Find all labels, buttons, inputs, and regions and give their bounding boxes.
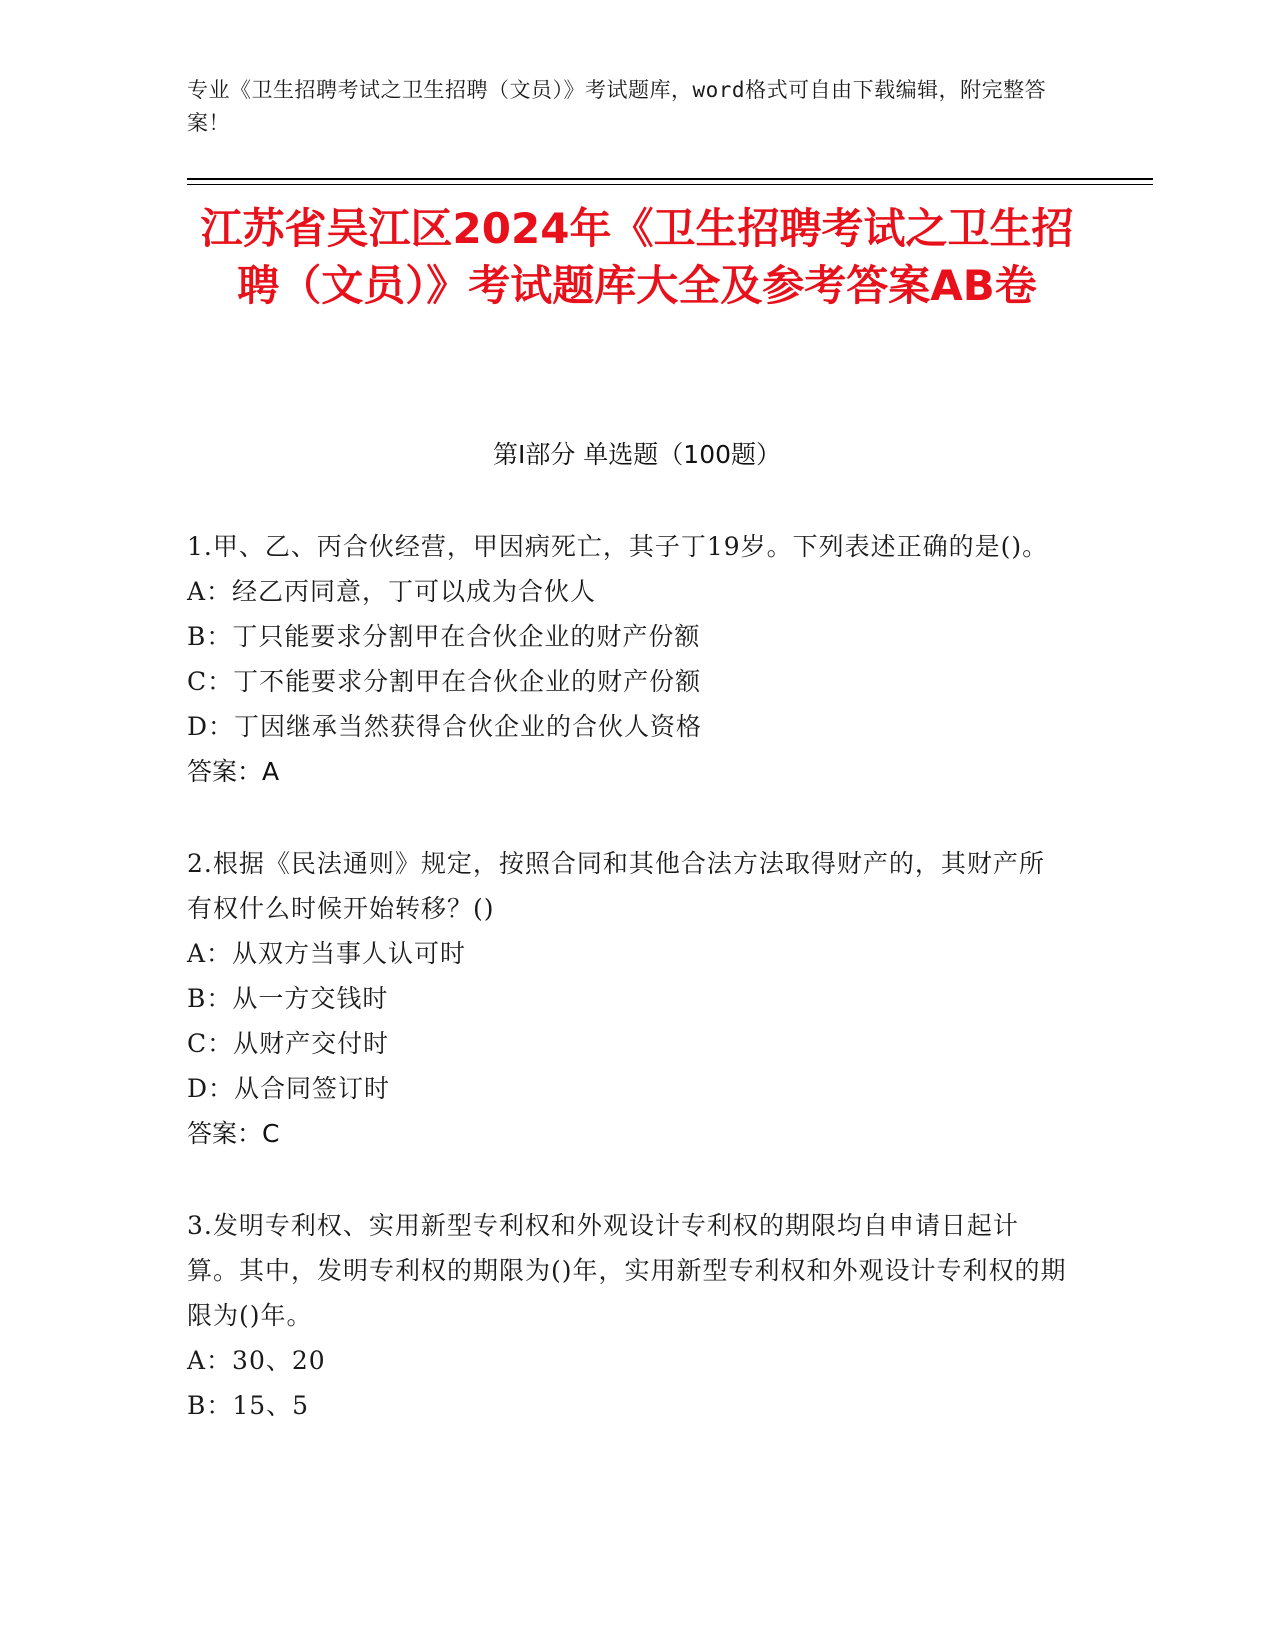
option-d: D：丁因继承当然获得合伙企业的合伙人资格 bbox=[187, 712, 703, 741]
question-item bbox=[187, 524, 1067, 795]
option-c: C：丁不能要求分割甲在合伙企业的财产份额 bbox=[187, 667, 702, 696]
header-divider-thin bbox=[187, 184, 1153, 185]
question-stem: 3.发明专利权、实用新型专利权和外观设计专利权的期限均自申请日起计算。其中，发明专利权的期限为()年，实用新型专利权和外观设计专利权的期限为()年。 bbox=[187, 1211, 1067, 1330]
answer-text: 答案：A bbox=[187, 757, 280, 786]
question-list bbox=[187, 524, 1067, 1474]
question-item bbox=[187, 1203, 1067, 1428]
option-b: B：15、5 bbox=[187, 1391, 310, 1420]
header-divider-thick bbox=[187, 178, 1153, 180]
option-d: D：从合同签订时 bbox=[187, 1074, 391, 1103]
section-title: 第I部分 单选题（100题） bbox=[492, 440, 782, 469]
option-b: B：丁只能要求分割甲在合伙企业的财产份额 bbox=[187, 622, 701, 651]
intro-text: 专业《卫生招聘考试之卫生招聘（文员）》考试题库，word格式可自由下载编辑，附完整答案！ bbox=[187, 78, 1047, 135]
option-b: B：从一方交钱时 bbox=[187, 984, 389, 1013]
question-stem: 1.甲、乙、丙合伙经营，甲因病死亡，其子丁19岁。下列表述正确的是()。 bbox=[187, 532, 1049, 561]
option-a: A：经乙丙同意，丁可以成为合伙人 bbox=[187, 577, 597, 606]
option-a: A：从双方当事人认可时 bbox=[187, 939, 467, 968]
answer-text: 答案：C bbox=[187, 1119, 280, 1148]
document-title: 江苏省吴江区2024年《卫生招聘考试之卫生招聘（文员）》考试题库大全及参考答案AB卷 bbox=[200, 204, 1074, 310]
question-stem: 2.根据《民法通则》规定，按照合同和其他合法方法取得财产的，其财产所有权什么时候开始转移？() bbox=[187, 849, 1045, 923]
option-a: A：30、20 bbox=[187, 1346, 326, 1375]
option-c: C：从财产交付时 bbox=[187, 1029, 390, 1058]
question-item bbox=[187, 841, 1067, 1157]
